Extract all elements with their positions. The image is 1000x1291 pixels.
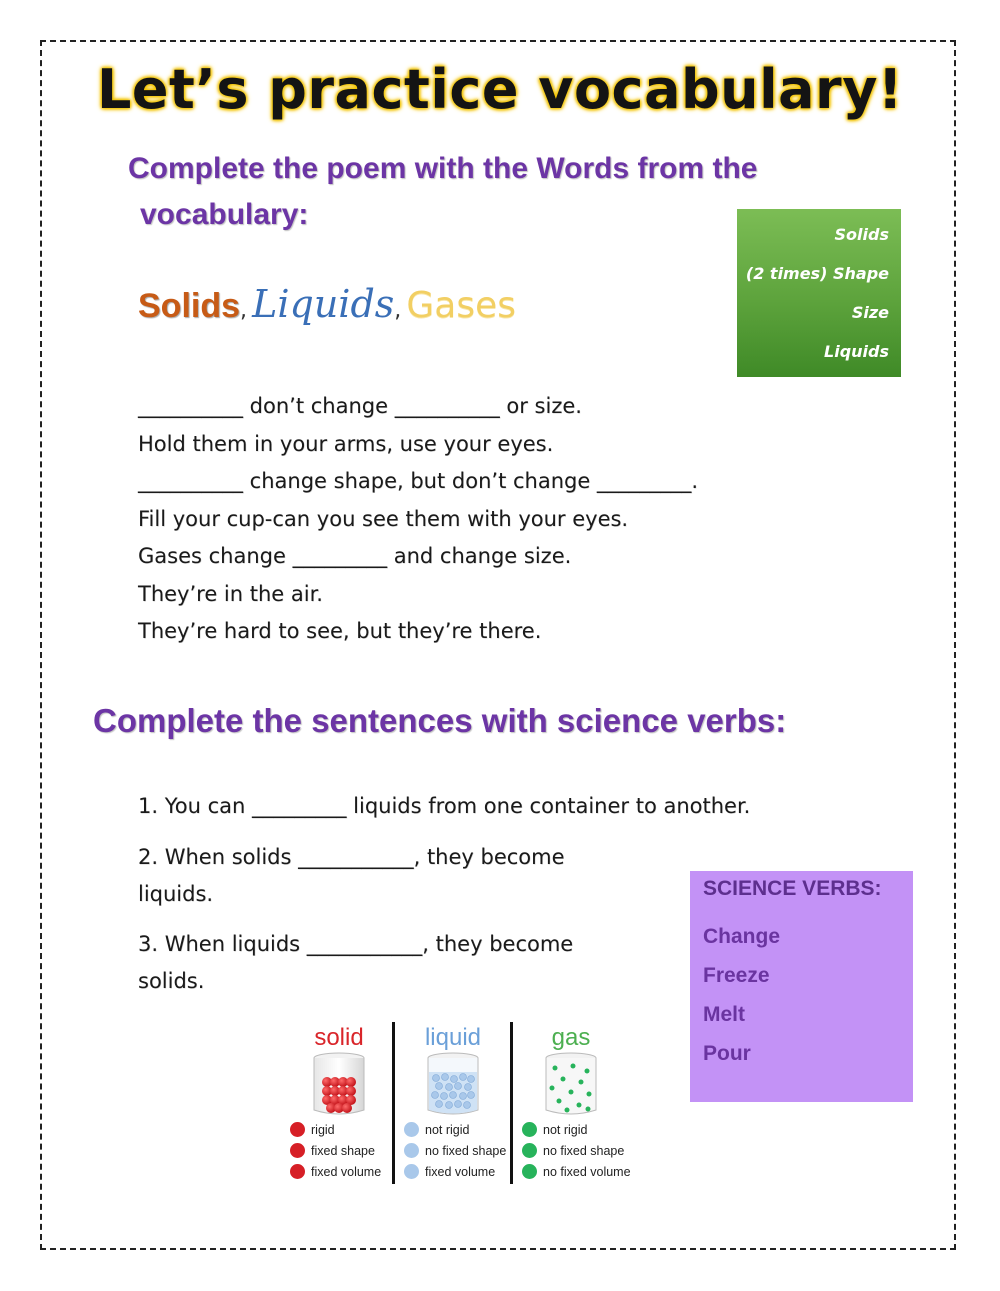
property-item: no fixed shape bbox=[404, 1141, 506, 1162]
poem-instructions-line2: vocabulary: bbox=[140, 198, 309, 231]
verb-item: Pour bbox=[703, 1042, 751, 1065]
blue-dot-icon bbox=[404, 1143, 419, 1158]
poem bbox=[138, 388, 838, 651]
liquid-title: liquid bbox=[424, 1024, 482, 1051]
property-item: not rigid bbox=[404, 1120, 506, 1141]
property-item: fixed shape bbox=[290, 1141, 381, 1162]
gas-properties bbox=[522, 1120, 631, 1183]
verb-item: Freeze bbox=[703, 964, 770, 987]
word-solids: Solids bbox=[138, 287, 241, 325]
word-bank-item: Solids bbox=[834, 225, 889, 244]
property-item: no fixed shape bbox=[522, 1141, 631, 1162]
solid-title: solid bbox=[314, 1024, 364, 1051]
word-bank-item: Size bbox=[851, 303, 889, 322]
sentence-3: 3. When liquids ___________, they become solids. bbox=[138, 932, 574, 993]
property-item: not rigid bbox=[522, 1120, 631, 1141]
property-item: fixed volume bbox=[404, 1162, 506, 1183]
science-verbs-box bbox=[690, 871, 913, 1102]
red-dot-icon bbox=[290, 1122, 305, 1137]
property-item: fixed volume bbox=[290, 1162, 381, 1183]
solid-container-icon bbox=[311, 1052, 367, 1118]
blue-dot-icon bbox=[404, 1122, 419, 1137]
word-liquids: Liquids bbox=[252, 282, 395, 326]
gas-container-icon bbox=[543, 1052, 599, 1118]
green-dot-icon bbox=[522, 1122, 537, 1137]
word-bank-item: (2 times) Shape bbox=[745, 264, 889, 283]
property-item: no fixed volume bbox=[522, 1162, 631, 1183]
word-bank-item: Liquids bbox=[824, 342, 889, 361]
poem-line: They’re in the air. bbox=[138, 581, 323, 606]
science-verbs-title: SCIENCE VERBS: bbox=[703, 877, 882, 900]
poem-line: They’re hard to see, but they’re there. bbox=[138, 619, 542, 643]
solid-column bbox=[284, 1022, 394, 1184]
comma: , bbox=[394, 298, 402, 323]
poem-line: __________ don’t change __________ or size. bbox=[138, 394, 582, 418]
green-dot-icon bbox=[522, 1164, 537, 1179]
red-dot-icon bbox=[290, 1164, 305, 1179]
poem-instructions-line1: Complete the poem with the Words from the bbox=[128, 152, 758, 185]
poem-line: Hold them in your arms, use your eyes. bbox=[138, 431, 554, 456]
property-item: rigid bbox=[290, 1120, 381, 1141]
liquid-container-icon bbox=[425, 1052, 481, 1118]
solid-properties bbox=[290, 1120, 381, 1183]
gas-column bbox=[516, 1022, 631, 1184]
gas-title: gas bbox=[551, 1024, 591, 1051]
poem-line: Fill your cup-can you see them with your eyes. bbox=[138, 506, 629, 531]
verb-item: Melt bbox=[703, 1003, 745, 1026]
states-of-matter-words bbox=[138, 282, 516, 342]
blue-dot-icon bbox=[404, 1164, 419, 1179]
poem-line: Gases change _________ and change size. bbox=[138, 544, 572, 568]
sentence-1: 1. You can _________ liquids from one container to another. bbox=[138, 794, 751, 818]
verbs-instructions: Complete the sentences with science verbs: bbox=[93, 702, 787, 739]
sentence-2: 2. When solids ___________, they become liquids. bbox=[138, 845, 565, 906]
column-divider bbox=[392, 1022, 395, 1184]
verb-item: Change bbox=[703, 925, 781, 948]
column-divider bbox=[510, 1022, 513, 1184]
comma: , bbox=[240, 298, 248, 323]
word-bank bbox=[737, 209, 901, 377]
red-dot-icon bbox=[290, 1143, 305, 1158]
poem-line: __________ change shape, but don’t change _________. bbox=[138, 469, 699, 493]
liquid-properties bbox=[404, 1120, 506, 1183]
word-gases: Gases bbox=[406, 285, 517, 326]
green-dot-icon bbox=[522, 1143, 537, 1158]
states-of-matter-diagram bbox=[284, 1022, 631, 1184]
page-title: Let’s practice vocabulary! bbox=[96, 58, 904, 121]
liquid-column bbox=[398, 1022, 508, 1184]
